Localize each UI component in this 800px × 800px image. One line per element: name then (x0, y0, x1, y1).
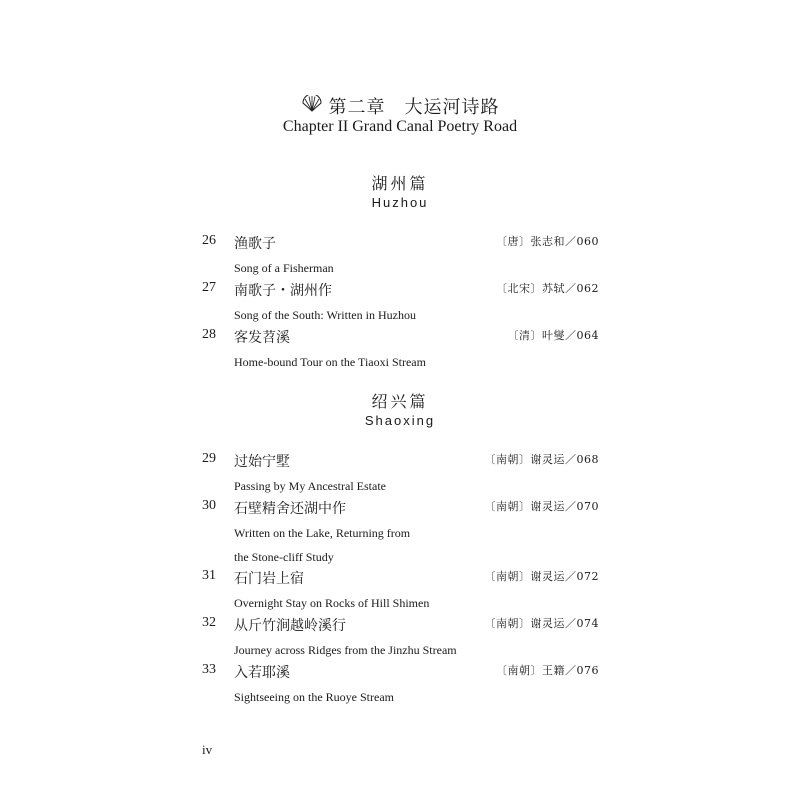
section-title-shaoxing: 绍兴篇 (371, 392, 429, 411)
entry-number: 29 (202, 451, 216, 466)
entry-title-en: Song of a Fisherman (234, 261, 334, 275)
page-number: iv (202, 742, 213, 757)
entry-title-en: Home-bound Tour on the Tiaoxi Stream (234, 355, 426, 369)
entry-credit: 〔南朝〕谢灵运／072 (484, 570, 599, 583)
entry-credit: 〔南朝〕谢灵运／068 (484, 453, 599, 466)
chapter-title (0, 93, 800, 119)
entry-title-cn: 从斤竹涧越岭溪行 (234, 618, 346, 634)
entry-title-en: Journey across Ridges from the Jinzhu Stream (234, 643, 457, 657)
chapter-title-text: 第二章 大运河诗路 (328, 97, 500, 118)
entry-title-en (234, 521, 594, 569)
entry-credit: 〔南朝〕王籍／076 (496, 664, 599, 677)
entry-number: 32 (202, 615, 216, 630)
entry-title-cn: 南歌子・湖州作 (234, 283, 332, 299)
entry-credit: 〔唐〕张志和／060 (496, 235, 599, 248)
entry-title-en: Overnight Stay on Rocks of Hill Shimen (234, 596, 430, 610)
entry-title-en: Passing by My Ancestral Estate (234, 479, 386, 493)
entry-title-cn: 过始宁墅 (234, 454, 290, 470)
entry-number: 26 (202, 233, 216, 248)
entry-number: 27 (202, 280, 216, 295)
entry-number: 30 (202, 498, 216, 513)
entry-title-cn: 石壁精舍还湖中作 (234, 501, 346, 517)
section-subtitle-huzhou: Huzhou (371, 195, 429, 210)
entry-title-cn: 渔歌子 (234, 236, 276, 252)
entry-title-en: Sightseeing on the Ruoye Stream (234, 690, 394, 704)
entry-title-en-line: the Stone-cliff Study (234, 550, 334, 564)
entry-title-cn: 客发苕溪 (234, 330, 290, 346)
entry-title-en-line: Written on the Lake, Returning from (234, 526, 411, 540)
entry-number: 31 (202, 568, 216, 583)
entry-credit: 〔南朝〕谢灵运／074 (484, 617, 599, 630)
entry-title-cn: 入若耶溪 (234, 665, 290, 681)
entry-title-en: Song of the South: Written in Huzhou (234, 308, 416, 322)
section-title-huzhou: 湖州篇 (371, 174, 429, 193)
entry-title-cn: 石门岩上宿 (234, 571, 304, 587)
entry-credit: 〔南朝〕谢灵运／070 (484, 500, 599, 513)
entry-number: 33 (202, 662, 216, 677)
entry-number: 28 (202, 327, 216, 342)
chapter-subtitle: Chapter II Grand Canal Poetry Road (282, 118, 518, 135)
entry-credit: 〔北宋〕苏轼／062 (496, 282, 599, 295)
entry-credit: 〔清〕叶燮／064 (507, 329, 599, 342)
fan-icon (301, 95, 323, 118)
section-subtitle-shaoxing: Shaoxing (364, 413, 436, 428)
